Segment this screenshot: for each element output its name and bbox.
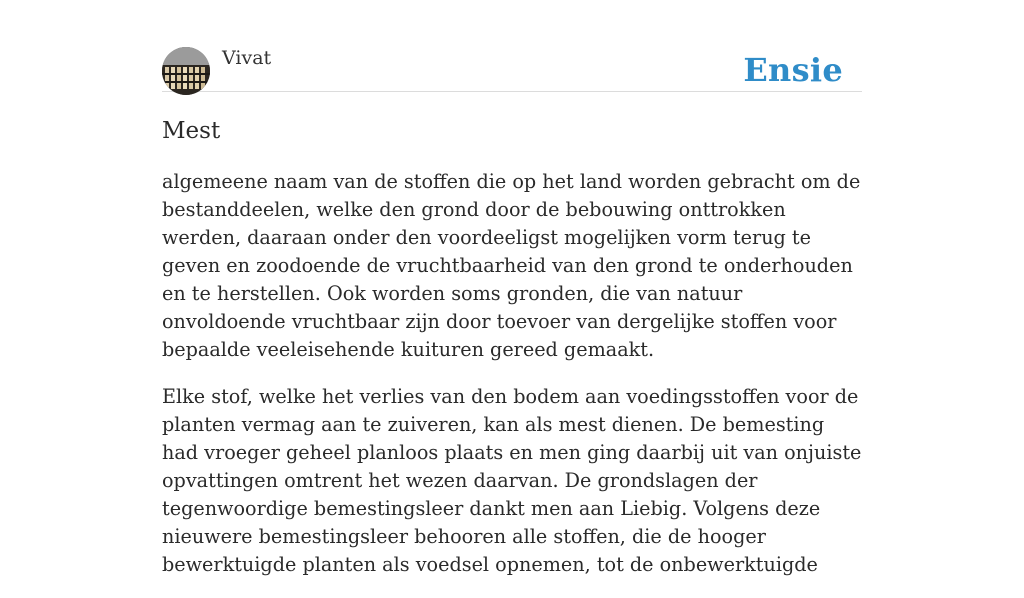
avatar[interactable] xyxy=(162,47,210,95)
page-title: Mest xyxy=(162,118,221,144)
brand-logo[interactable]: Ensie xyxy=(743,51,843,89)
page-container xyxy=(162,0,862,576)
article-paragraph: Elke stof, welke het verlies van den bodem aan voedingsstoffen voor de planten vermag aan te zuiveren, kan als mest dienen. De bemesting had vroeger geheel planloos plaats en men ging daarbij uit van onjuiste opvattingen omtrent het wezen daarvan. De grondslagen der tegenwoordige bemestingsleer dankt men aan Liebig. Volgens deze nieuwere bemestingsleer behooren alle stoffen, die de hooger bewerktuigde planten als voedsel opnemen, tot de onbewerktuigde xyxy=(162,385,862,576)
author-name[interactable]: Vivat xyxy=(222,47,272,69)
header xyxy=(162,0,862,92)
avatar-photo-icon xyxy=(162,47,210,95)
article-body xyxy=(162,168,862,598)
article-paragraph: algemeene naam van de stoffen die op het land worden gebracht om de bestanddeelen, welke den grond door de bebouwing onttrokken werden, daaraan onder den voordeeligst mogelijken vorm terug te geven en zoodoende de vruchtbaarheid van den grond te onderhouden en te herstellen. Ook worden soms gronden, die van natuur onvoldoende vruchtbaar zijn door toevoer van dergelijke stoffen voor bepaalde veeleisehende kuituren gereed gemaakt. xyxy=(162,170,861,361)
